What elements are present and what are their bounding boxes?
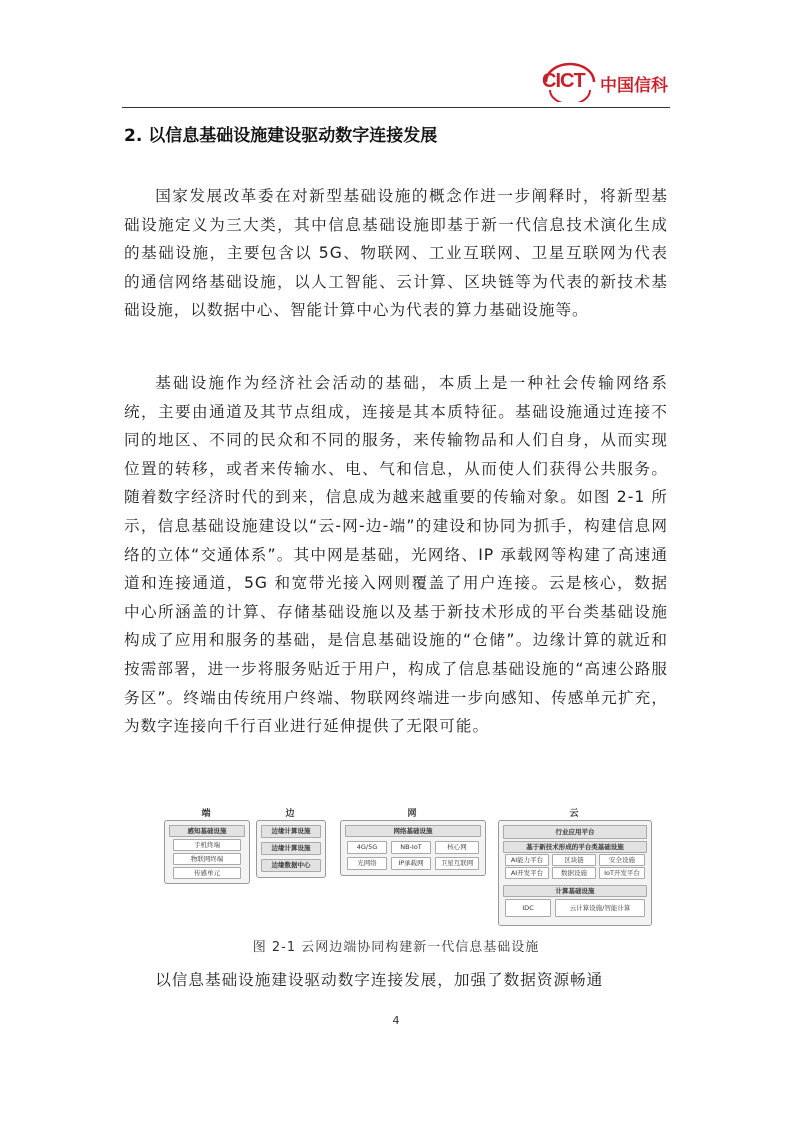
logo-org-name: 中国信科	[600, 76, 668, 96]
duan-header: 端	[201, 809, 211, 819]
cict-logo	[540, 62, 668, 102]
wang-title: 网络基础设施	[345, 825, 481, 837]
yun-new-tech-title: 基于新技术形成的平台类基础设施	[503, 841, 647, 853]
bian-item: 边缘计算设施	[261, 842, 321, 855]
wang-item: 4G/5G	[347, 841, 387, 854]
wang-header: 网	[407, 809, 417, 819]
duan-title: 感知基础设施	[169, 825, 245, 837]
header-rule	[122, 107, 670, 108]
yun-header: 云	[569, 809, 579, 819]
yun-new-tech-item: 安全设施	[599, 854, 645, 866]
yun-compute-item: 云计算设施/智能计算	[555, 899, 645, 917]
yun-column	[498, 820, 652, 926]
paragraph-2: 基础设施作为经济社会活动的基础，本质上是一种社会传输网络系统，主要由通道及其节点组成，连接是其本质特征。基础设施通过连接不同的地区、不同的民众和不同的服务，来传输物品和人们自身，从而实现位置的转移，或者来传输水、电、气和信息，从而使人们获得公共服务。随着数字经济时代的到来，信息成为越来越重要的传输对象。如图 2-1 所示，信息基础设施建设以“云-网-边-端”的建设和协同为抓手，构建信息网络的立体“交通体系”。其中网是基础，光网络、IP 承载网等构建了高速通道和连接通道，5G 和宽带光接入网则覆盖了用户连接。云是核心，数据中心所涵盖的计算、存储基础设施以及基于新技术形成的平台类基础设施构成了应用和服务的基础，是信息基础设施的“仓储”。边缘计算的就近和按需部署，进一步将服务贴近于用户，构成了信息基础设施的“高速公路服务区”。终端由传统用户终端、物联网终端进一步向感知、传感单元扩充，为数字连接向千行百业进行延伸提供了无限可能。	[124, 374, 668, 736]
yun-new-tech-item: 数据设施	[552, 867, 596, 879]
yun-compute-item: IDC	[505, 899, 551, 917]
logo-cict-text: CICT	[542, 70, 585, 92]
duan-item: 传感单元	[173, 867, 241, 879]
figure-caption: 图 2-1 云网边端协同构建新一代信息基础设施	[252, 940, 540, 955]
wang-item: 卫星互联网	[435, 857, 479, 870]
yun-new-tech-item: 区块链	[552, 854, 596, 866]
yun-new-tech-item: IoT开发平台	[599, 867, 645, 879]
wang-item: IP承载网	[391, 857, 431, 870]
duan-item: 物联网终端	[173, 853, 241, 865]
duan-column	[164, 820, 250, 884]
paragraph-3: 以信息基础设施建设驱动数字连接发展，加强了数据资源畅通	[155, 971, 604, 989]
yun-compute-title: 计算基础设施	[503, 885, 647, 897]
wang-item: 光网络	[347, 857, 387, 870]
yun-new-tech-item: AI能力平台	[505, 854, 549, 866]
wang-column	[340, 820, 486, 876]
bian-column	[256, 820, 326, 878]
yun-app-platform: 行业应用平台	[503, 825, 647, 839]
bian-item: 边缘计算设施	[261, 825, 321, 838]
yun-new-tech-item: AI开发平台	[505, 867, 549, 879]
paragraph-1: 国家发展改革委在对新型基础设施的概念作进一步阐释时，将新型基础设施定义为三大类，其中信息基础设施即基于新一代信息技术演化生成的基础设施，主要包含以 5G、物联网、工业互联网、卫星互联网为代表的通信网络基础设施，以人工智能、云计算、区块链等为代表的新技术基础设施，以数据中心、智能计算中心为代表的算力基础设施等。	[124, 187, 668, 320]
page-number: 4	[392, 1014, 400, 1027]
figure-cloud-network-edge-device	[164, 806, 652, 926]
wang-item: NB-IoT	[391, 841, 431, 854]
bian-item: 边缘数据中心	[261, 859, 321, 872]
duan-item: 手机终端	[173, 839, 241, 851]
wang-item: 核心网	[435, 841, 479, 854]
section-title: 2. 以信息基础设施建设驱动数字连接发展	[124, 126, 438, 146]
bian-header: 边	[285, 809, 295, 819]
